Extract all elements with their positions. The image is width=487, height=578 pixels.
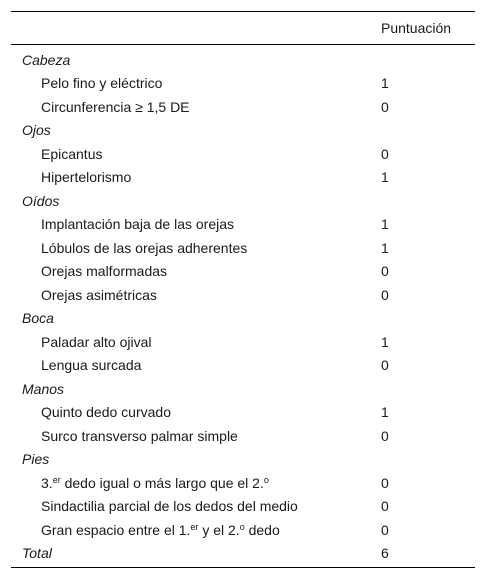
table-row [11, 213, 475, 237]
category-label: Boca [22, 310, 54, 327]
category-label: Pies [22, 451, 50, 468]
item-label: Paladar alto ojival [41, 333, 152, 350]
item-label: Surco transverso palmar simple [41, 427, 238, 444]
table-row [11, 95, 475, 119]
table-row [11, 283, 475, 307]
header-score: Puntuación [369, 12, 475, 45]
category-label: Ojos [22, 122, 51, 139]
item-score: 0 [381, 357, 389, 374]
table-row [11, 354, 475, 378]
item-label: Circunferencia ≥ 1,5 DE [41, 98, 190, 115]
item-label: Hipertelorismo [41, 169, 132, 186]
table-row [11, 236, 475, 260]
item-score: 1 [381, 75, 389, 92]
item-label [11, 471, 369, 495]
item-score: 1 [381, 239, 389, 256]
item-score: 0 [381, 474, 389, 491]
table-row [11, 260, 475, 284]
item-label: Quinto dedo curvado [41, 404, 171, 421]
item-score: 0 [381, 427, 389, 444]
table-row [11, 424, 475, 448]
item-label: Lengua surcada [41, 357, 142, 374]
table-row [11, 72, 475, 96]
item-score: 1 [381, 333, 389, 350]
label-part: dedo [244, 521, 280, 538]
category-row-ojos [11, 119, 475, 143]
item-label [11, 518, 369, 542]
score-table [11, 11, 475, 568]
table-row [11, 471, 475, 495]
item-label: Pelo fino y eléctrico [41, 75, 163, 92]
total-row [11, 542, 475, 568]
category-label: Cabeza [22, 51, 71, 68]
item-label: Sindactilia parcial de los dedos del medio [41, 498, 298, 515]
category-row-pies [11, 448, 475, 472]
table-row [11, 495, 475, 519]
item-score: 1 [381, 169, 389, 186]
item-score: 0 [381, 145, 389, 162]
ordinal-superscript: o [263, 474, 269, 485]
category-row-oidos [11, 189, 475, 213]
total-label: Total [11, 542, 369, 568]
item-label: Orejas malformadas [41, 263, 168, 280]
item-label: Lóbulos de las orejas adherentes [41, 239, 248, 256]
category-label: Oídos [22, 192, 60, 209]
item-score: 0 [381, 98, 389, 115]
label-part: 3. [41, 474, 53, 491]
item-score: 0 [381, 521, 389, 538]
category-row-cabeza [11, 45, 475, 72]
item-score: 1 [381, 404, 389, 421]
item-label: Epicantus [41, 145, 103, 162]
category-row-manos [11, 377, 475, 401]
table-row [11, 142, 475, 166]
ordinal-superscript: er [190, 521, 199, 532]
item-label: Implantación baja de las orejas [41, 216, 235, 233]
item-score: 1 [381, 216, 389, 233]
label-part: Gran espacio entre el 1. [41, 521, 191, 538]
header-item [11, 12, 369, 45]
label-part: dedo igual o más largo que el 2. [60, 474, 264, 491]
table-row [11, 401, 475, 425]
table-row [11, 166, 475, 190]
item-label: Orejas asimétricas [41, 286, 157, 303]
table-row [11, 518, 475, 542]
table-header-row [11, 12, 475, 45]
label-part: y el 2. [198, 521, 240, 538]
table-row [11, 330, 475, 354]
item-score: 0 [381, 263, 389, 280]
ordinal-superscript: o [239, 521, 245, 532]
ordinal-superscript: er [52, 474, 61, 485]
item-score: 0 [381, 286, 389, 303]
item-score: 0 [381, 498, 389, 515]
category-row-boca [11, 307, 475, 331]
total-score: 6 [369, 542, 475, 568]
category-label: Manos [22, 380, 65, 397]
